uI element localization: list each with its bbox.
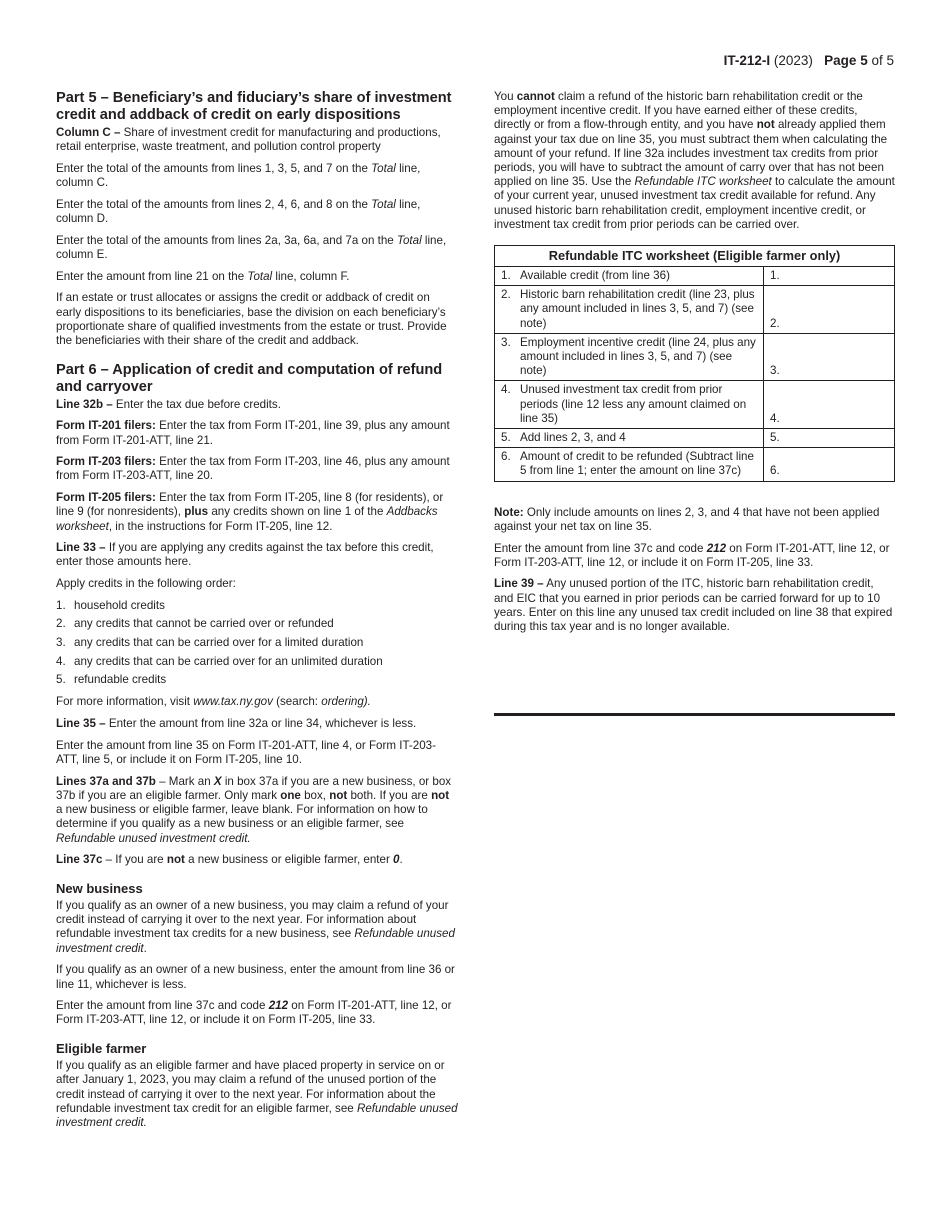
form-year: (2023) [773, 53, 813, 68]
list-item: 1. household credits [56, 598, 165, 612]
part5-heading: Part 5 – Beneficiary’s and fiduciary’s share of investment credit and addback of credit on early dispositions [56, 90, 452, 123]
note-paragraph: Note: Only include amounts on lines 2, 3, and 4 that have not been applied against your net tax on line 35. [494, 505, 880, 533]
apply-order-intro: Apply credits in the following order: [56, 577, 236, 591]
column-c-paragraph: Column C – Share of investment credit for manufacturing and productions, retail enterprise, waste treatment, and pollution control property [56, 126, 441, 154]
enter-amount-paragraph: Enter the amount from line 37c and code 212 on Form IT-201-ATT, line 12, or Form IT-203-ATT, line 12, or include it on Form IT-205, line 33. [494, 541, 890, 569]
list-item: 4. any credits that can be carried over for an unlimited duration [56, 654, 383, 668]
refundable-itc-worksheet [494, 245, 895, 482]
list-item: 5. refundable credits [56, 673, 167, 687]
new-business-heading: New business [56, 880, 143, 896]
eligible-farmer-heading: Eligible farmer [56, 1041, 147, 1057]
column-f-instruction: Enter the amount from line 21 on the Total line, column F. [56, 269, 350, 283]
tax-website-link[interactable]: www.tax.ny.gov [193, 695, 273, 709]
table-row: 6. Amount of credit to be refunded (Subtract line 5 from line 1; enter the amount on line 37c) 6. [495, 448, 895, 481]
line-32b-paragraph: Line 32b – Enter the tax due before credits. [56, 397, 281, 411]
new-business-paragraph-3: Enter the amount from line 37c and code 212 on Form IT-201-ATT, line 12, or Form IT-203-ATT, line 12, or include it on Form IT-205, line 33. [56, 999, 452, 1027]
worksheet-amount-field[interactable]: 6. [764, 448, 895, 481]
estate-trust-paragraph: If an estate or trust allocates or assigns the credit or addback of credit on early dispositions to its beneficiaries, base the division on each beneficiary’s proportionate share of qualified investments from the estate or trust. Provide the beneficiaries with their share of the credit and addback. [56, 291, 447, 347]
section-end-rule [494, 713, 895, 716]
list-item: 3. any credits that can be carried over for a limited duration [56, 636, 364, 650]
credit-order-list [56, 599, 458, 688]
it203-filers-paragraph: Form IT-203 filers: Enter the tax from Form IT-203, line 46, plus any amount from Form IT-203-ATT, line 20. [56, 455, 450, 483]
new-business-paragraph-1: If you qualify as an owner of a new business, you may claim a refund of your credit instead of carrying it over to the next year. For information about refundable investment tax credits for a new business, see Refundable unused investment credit. [56, 898, 455, 955]
part6-heading: Part 6 – Application of credit and computation of refund and carryover [56, 361, 443, 395]
eligible-farmer-paragraph: If you qualify as an eligible farmer and have placed property in service on or after January 1, 2023, you may claim a refund of the unused portion of the credit instead of carrying it over to the next year. For information about the refundable investment tax credit for an eligible farmer, see Refundable unused investment credit. [56, 1059, 458, 1129]
table-row: 1. Available credit (from line 36) 1. [495, 267, 895, 286]
worksheet-amount-field[interactable]: 4. [764, 381, 895, 429]
line-39-paragraph: Line 39 – Any unused portion of the ITC, historic barn rehabilitation credit, and EIC that you earned in prior periods can be carried forward for up to 10 years. Enter on this line any unused tax credit included on line 38 that expired during this tax year and is no longer available. [494, 577, 893, 634]
table-row: 3. Employment incentive credit (line 24, plus any amount included in lines 3, 5, and 7) (see note) 3. [495, 333, 895, 381]
cannot-claim-paragraph: You cannot claim a refund of the historic barn rehabilitation credit or the employment incentive credit. If you have earned either of these credits, directly or from a flow-through entity, and you have not already applied them against your tax due on line 35, you must subtract them when calculating the amount of your refund. If line 32a includes investment tax credits from prior periods, you will have to subtract the amount of carry over that has not been applied on line 35. Use the Refundable ITC worksheet to calculate the amount of your current year, unused investment tax credit available for refund. Any unused historic barn rehabilitation credit, employment incentive credit, or investment tax credit from prior periods can be carried over. [494, 90, 895, 231]
right-column [494, 90, 895, 642]
worksheet-amount-field[interactable]: 5. [764, 429, 895, 448]
lines-37a-37b-paragraph: Lines 37a and 37b – Mark an X in box 37a if you are a new business, or box 37b if you are an eligible farmer. Only mark one box, not both. If you are not a new business or eligible farmer, leave blank. For information on how to determine if you qualify as a new business or an eligible farmer, see Refundable unused investment credit. [56, 774, 452, 845]
page-header [724, 53, 894, 68]
it205-filers-paragraph: Form IT-205 filers: Enter the tax from Form IT-205, line 8 (for residents), or line 9 (for nonresidents), plus any credits shown on line 1 of the Addbacks worksheet, in the instructions for Form IT-205, line 12. [56, 491, 444, 533]
column-e-instruction: Enter the total of the amounts from lines 2a, 3a, 6a, and 7a on the Total line, column E. [56, 233, 447, 261]
list-item: 2. any credits that cannot be carried over or refunded [56, 617, 334, 631]
page-label: Page 5 [824, 53, 868, 68]
more-info-paragraph: For more information, visit www.tax.ny.gov (search: ordering). [56, 695, 371, 709]
column-c-instruction: Enter the total of the amounts from lines 1, 3, 5, and 7 on the Total line, column C. [56, 161, 421, 190]
worksheet-amount-field[interactable]: 3. [764, 333, 895, 381]
table-row: 2. Historic barn rehabilitation credit (line 23, plus any amount included in lines 3, 5, and 7) (see note) 2. [495, 286, 895, 334]
page-of: of 5 [871, 53, 894, 68]
left-column [56, 90, 458, 1138]
column-d-instruction: Enter the total of the amounts from lines 2, 4, 6, and 8 on the Total line, column D. [56, 197, 421, 226]
form-number: IT-212-I [723, 53, 771, 68]
table-row: 4. Unused investment tax credit from prior periods (line 12 less any amount claimed on line 35) 4. [495, 381, 895, 429]
line-35-att-paragraph: Enter the amount from line 35 on Form IT-201-ATT, line 4, or Form IT-203-ATT, line 5, or include it on Form IT-205, line 10. [56, 738, 436, 767]
worksheet-amount-field[interactable]: 1. [764, 267, 895, 286]
worksheet-amount-field[interactable]: 2. [764, 286, 895, 334]
new-business-paragraph-2: If you qualify as an owner of a new business, enter the amount from line 36 or line 11, whichever is less. [56, 963, 455, 991]
line-33-paragraph: Line 33 – If you are applying any credits against the tax before this credit, enter those amounts here. [56, 541, 434, 569]
table-row: 5. Add lines 2, 3, and 4 5. [495, 429, 895, 448]
line-35-paragraph: Line 35 – Enter the amount from line 32a or line 34, whichever is less. [56, 717, 417, 731]
worksheet-title: Refundable ITC worksheet (Eligible farmer only) [495, 246, 895, 267]
it201-filers-paragraph: Form IT-201 filers: Enter the tax from Form IT-201, line 39, plus any amount from Form IT-201-ATT, line 21. [56, 419, 450, 447]
line-37c-paragraph: Line 37c – If you are not a new business or eligible farmer, enter 0. [56, 853, 403, 867]
